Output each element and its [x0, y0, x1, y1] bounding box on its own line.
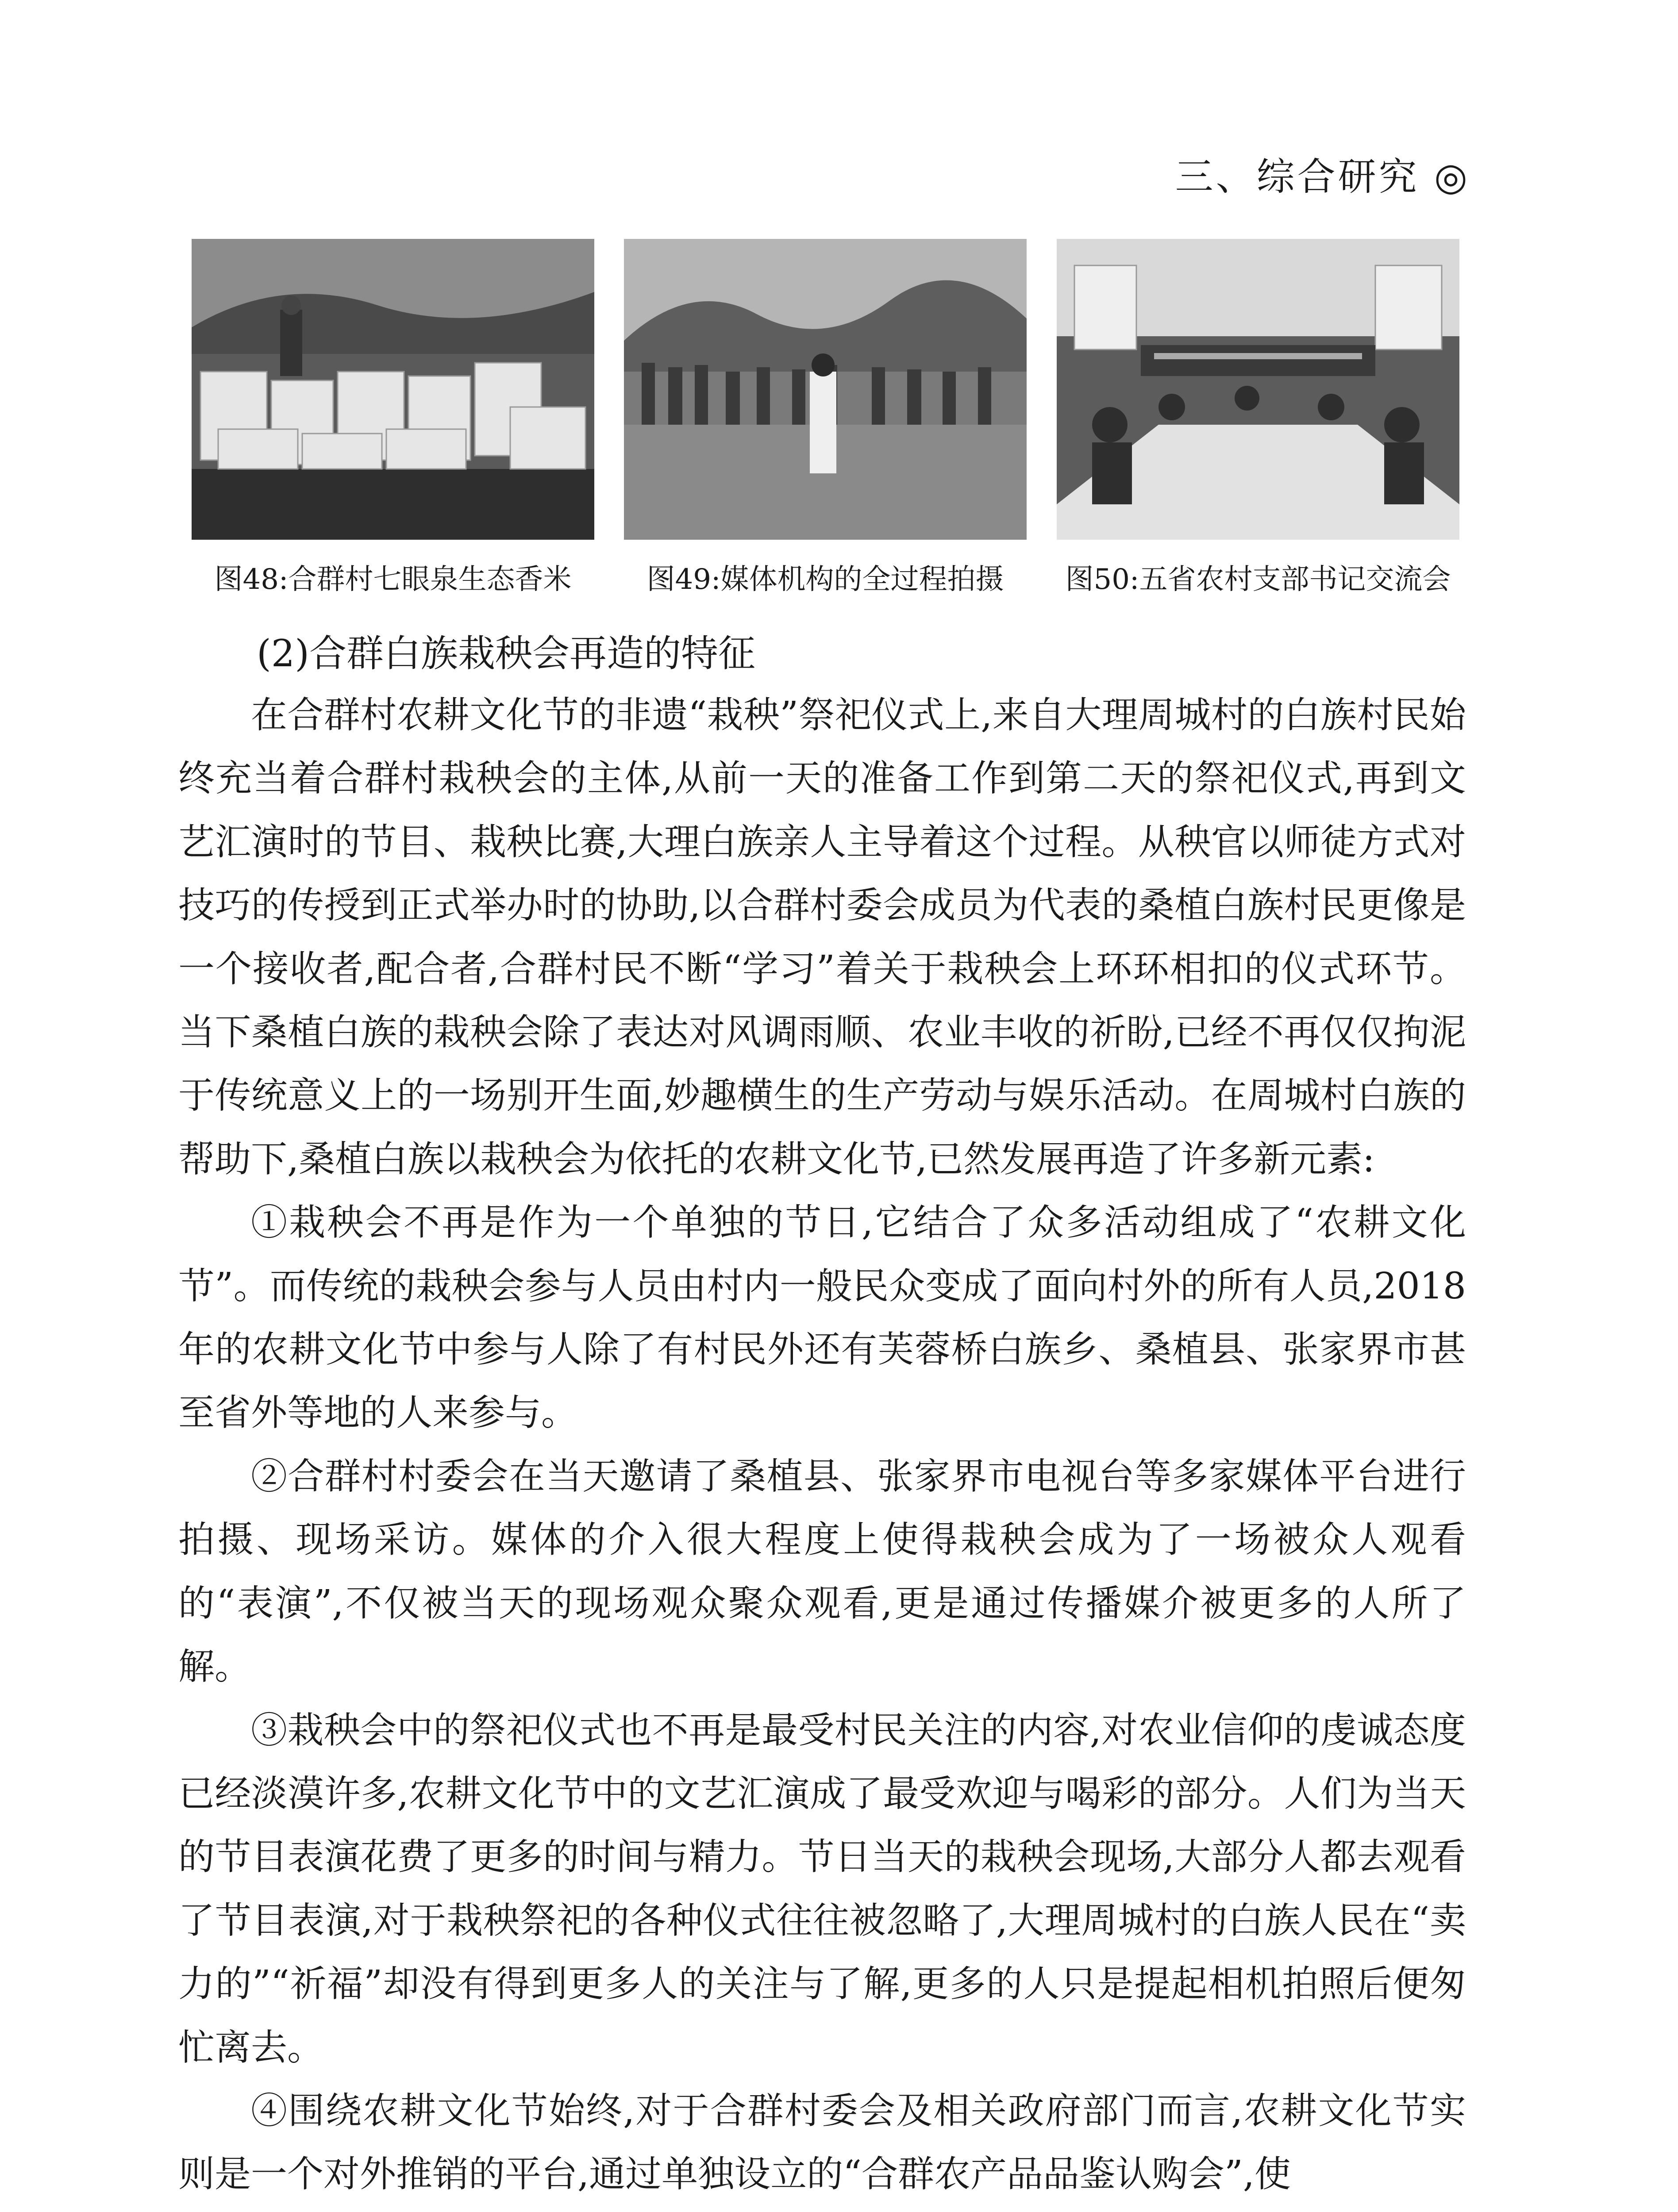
figure-49 [624, 239, 1027, 597]
figure-caption: 图48:合群村七眼泉生态香米 [214, 563, 572, 596]
running-header: 三、综合研究 ◎ [1175, 155, 1470, 199]
media-filming-photo [624, 239, 1027, 540]
paragraph: ②合群村村委会在当天邀请了桑植县、张家界市电视台等多家媒体平台进行拍摄、现场采访。媒体的介入很大程度上使得栽秧会成为了一场被众人观看的“表演”,不仅被当天的现场观众聚众观看,更是通过传播媒介被更多的人所了解。 [178, 1455, 1466, 1688]
figure-48 [192, 239, 594, 597]
rice-bags-photo [192, 239, 594, 540]
figure-caption: 图50:五省农村支部书记交流会 [1065, 563, 1451, 596]
paragraph: ④围绕农耕文化节始终,对于合群村委会及相关政府部门而言,农耕文化节实则是一个对外推销的平台,通过单独设立的“合群农产品品鉴认购会”,使 [178, 2089, 1466, 2196]
body-text [178, 684, 1466, 2206]
paragraph: ①栽秧会不再是作为一个单独的节日,它结合了众多活动组成了“农耕文化节”。而传统的栽秧会参与人员由村内一般民众变成了面向村外的所有人员,2018年的农耕文化节中参与人除了有村民外还有芙蓉桥白族乡、桑植县、张家界市甚至省外等地的人来参与。 [178, 1202, 1466, 1434]
meeting-photo [1057, 239, 1459, 540]
figure-50 [1057, 239, 1459, 597]
subheading: (2)合群白族栽秧会再造的特征 [257, 632, 755, 675]
paragraph: ③栽秧会中的祭祀仪式也不再是最受村民关注的内容,对农业信仰的虔诚态度已经淡漠许多,农耕文化节中的文艺汇演成了最受欢迎与喝彩的部分。人们为当天的节目表演花费了更多的时间与精力。节日当天的栽秧会现场,大部分人都去观看了节目表演,对于栽秧祭祀的各种仪式往往被忽略了,大理周城村的白族人民在“卖力的”“祈福”却没有得到更多人的关注与了解,更多的人只是提起相机拍照后便匆忙离去。 [178, 1709, 1466, 2069]
paragraph: 在合群村农耕文化节的非遗“栽秧”祭祀仪式上,来自大理周城村的白族村民始终充当着合群村栽秧会的主体,从前一天的准备工作到第二天的祭祀仪式,再到文艺汇演时的节目、栽秧比赛,大理白族亲人主导着这个过程。从秧官以师徒方式对技巧的传授到正式举办时的协助,以合群村委会成员为代表的桑植白族村民更像是一个接收者,配合者,合群村民不断“学习”着关于栽秧会上环环相扣的仪式环节。当下桑植白族的栽秧会除了表达对风调雨顺、农业丰收的祈盼,已经不再仅仅拘泥于传统意义上的一场别开生面,妙趣横生的生产劳动与娱乐活动。在周城村白族的帮助下,桑植白族以栽秧会为依托的农耕文化节,已然发展再造了许多新元素: [178, 694, 1466, 1180]
figure-caption: 图49:媒体机构的全过程拍摄 [647, 563, 1004, 596]
